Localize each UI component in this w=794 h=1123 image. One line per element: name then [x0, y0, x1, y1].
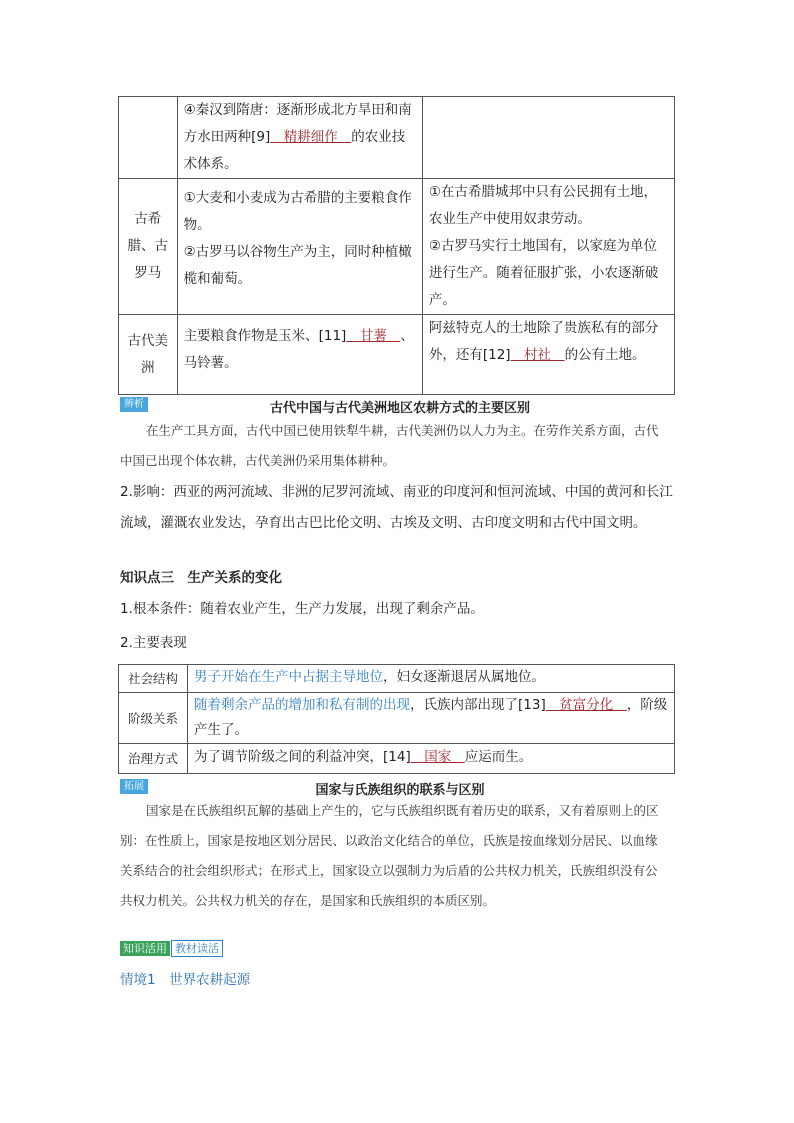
row-value — [188, 665, 675, 693]
row-value — [188, 744, 675, 774]
agriculture-table — [118, 96, 675, 395]
answer-blank-9: 精耕细作 — [270, 129, 352, 145]
cell-text: 阿兹特克人的土地除了贵族私有的部分外，还有[12] — [428, 320, 659, 363]
cell-text: 主要粮食作物是玉米、[11] — [183, 328, 347, 344]
row-value — [188, 693, 675, 744]
cell-text: ，妇女逐渐退居从属地位。 — [383, 669, 545, 685]
relations-table — [118, 664, 675, 774]
table-row — [119, 744, 675, 774]
row-key: 阶级关系 — [119, 693, 188, 744]
answer-blank-14: 国家 — [410, 749, 465, 765]
point-1: 1.根本条件：随着农业产生，生产力发展，出现了剩余产品。 — [120, 601, 484, 617]
answer-blank-11: 甘薯 — [346, 328, 401, 344]
answer-blank-13: 贫富分化 — [545, 697, 627, 713]
cell-text: 应运而生。 — [464, 749, 533, 765]
extension-text: 国家是在氏族组织瓦解的基础上产生的，它与氏族组织既有着历史的联系，又有着原则上的区别：在性质上，国家是按地区划分居民、以政治文化结合的单位，氏族是按血缘划分居民、以血缘关系结合的社会组织形式；在形式上，国家设立以强制力为后盾的公共权力机关，氏族组织没有公共权力机关。公共权力机关的存在，是国家和氏族组织的本质区别。 — [120, 803, 659, 908]
cell-text: 、马铃薯。 — [183, 328, 414, 371]
extension-tag: 拓展 — [120, 779, 148, 794]
highlight-text: 男子开始在生产中占据主导地位 — [194, 669, 383, 685]
cell-text: 的农业技术体系。 — [183, 129, 406, 172]
section-title: 知识点三 生产关系的变化 — [120, 570, 282, 586]
cell-text: ①在古希腊城邦中只有公民拥有土地，农业生产中使用奴隶劳动。 — [428, 184, 657, 227]
situation-title: 情境1 世界农耕起源 — [120, 972, 251, 988]
point-2: 2.主要表现 — [120, 635, 187, 651]
cell-text: ④秦汉到隋唐：逐渐形成北方旱田和南方水田两种[9] — [183, 102, 412, 145]
section-pills — [120, 940, 224, 957]
cell-text: ②古罗马实行土地国有，以家庭为单位进行生产。随着征服扩张，小农逐渐破产。 — [428, 238, 659, 308]
table-row — [119, 693, 675, 744]
pill-apply: 知识活用 — [120, 941, 170, 956]
cell-text: ①大麦和小麦成为古希腊的主要粮食作物。 — [183, 190, 412, 233]
table-row — [119, 665, 675, 693]
highlight-text: 随着剩余产品的增加和私有制的出现 — [194, 697, 410, 713]
relations-cell — [422, 315, 674, 395]
influence-paragraph: 2.影响：西亚的两河流域、非洲的尼罗河流域、南亚的印度河和恒河流域、中国的黄河和长江流域，灌溉农业发达，孕育出古巴比伦文明、古埃及文明、古印度文明和古代中国文明。 — [120, 484, 673, 531]
analysis-text: 在生产工具方面，古代中国已使用铁犁牛耕，古代美洲仍以人力为主。在劳作关系方面，古代中国已出现个体农耕，古代美洲仍采用集体耕种。 — [120, 423, 659, 468]
region-cell — [119, 97, 178, 179]
crops-cell — [177, 315, 422, 395]
answer-blank-12: 村社 — [510, 347, 565, 363]
cell-text: ，阶级产生了。 — [194, 697, 668, 738]
pill-textbook: 教材读活 — [171, 940, 223, 957]
table-row — [119, 179, 675, 315]
cell-text: 为了调节阶级之间的利益冲突，[14] — [194, 749, 411, 765]
extension-title: 国家与氏族组织的联系与区别 — [315, 783, 485, 798]
analysis-title: 古代中国与古代美洲地区农耕方式的主要区别 — [269, 401, 530, 416]
cell-text: ②古罗马以谷物生产为主，同时种植橄榄和葡萄。 — [183, 244, 412, 287]
cell-text: ，氏族内部出现了[13] — [410, 697, 546, 713]
table-row — [119, 315, 675, 395]
relations-cell — [422, 97, 674, 179]
crops-cell — [177, 97, 422, 179]
region-cell: 古希腊、古罗马 — [119, 179, 178, 315]
table-row — [119, 97, 675, 179]
relations-cell — [422, 179, 674, 315]
crops-cell — [177, 179, 422, 315]
analysis-tag: 辨析 — [120, 397, 148, 412]
region-cell: 古代美洲 — [119, 315, 178, 395]
row-key: 社会结构 — [119, 665, 188, 693]
cell-text: 的公有土地。 — [564, 347, 646, 363]
row-key: 治理方式 — [119, 744, 188, 774]
